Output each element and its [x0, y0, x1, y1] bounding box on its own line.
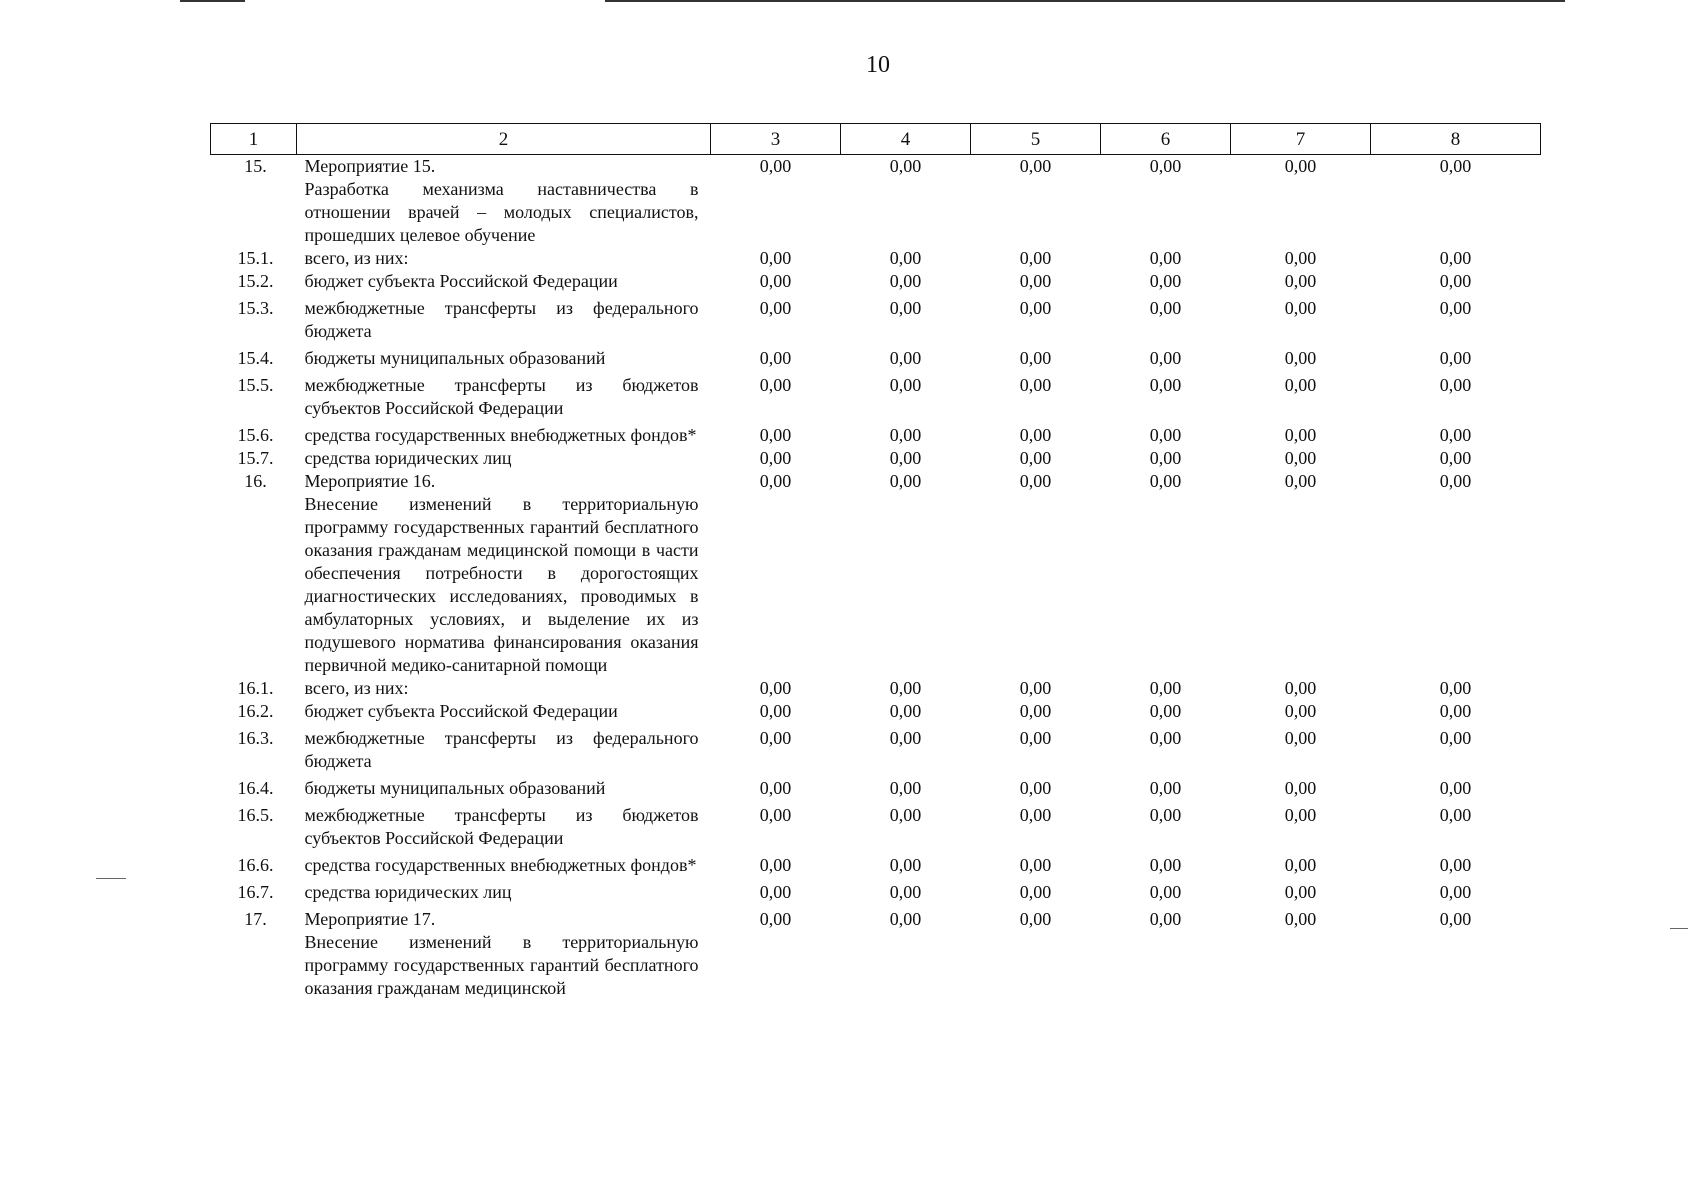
row-value-col-6: 0,00 — [1149, 728, 1182, 748]
table-row — [211, 700, 1541, 723]
row-description: средства государственных внебюджетных фондов* — [304, 855, 697, 875]
row-value-col-7: 0,00 — [1284, 298, 1317, 318]
row-value-col-3: 0,00 — [759, 778, 792, 798]
row-value-col-3: 0,00 — [759, 248, 792, 268]
row-number: 16.6. — [237, 855, 274, 875]
row-value-col-8: 0,00 — [1439, 855, 1472, 875]
scan-artifact — [180, 0, 245, 2]
row-value-col-5: 0,00 — [1019, 678, 1052, 698]
row-value-col-8: 0,00 — [1439, 375, 1472, 395]
row-value-col-5: 0,00 — [1019, 298, 1052, 318]
row-number: 15.7. — [237, 448, 274, 468]
row-value-col-3: 0,00 — [759, 909, 792, 929]
column-header: 4 — [841, 124, 971, 155]
row-value-col-6: 0,00 — [1149, 701, 1182, 721]
row-description: бюджеты муниципальных образований — [304, 778, 606, 798]
row-value-col-7: 0,00 — [1284, 701, 1317, 721]
row-value-col-4: 0,00 — [889, 375, 922, 395]
row-number: 15.5. — [237, 375, 274, 395]
row-number: 16.4. — [237, 778, 274, 798]
column-header: 8 — [1371, 124, 1541, 155]
row-value-col-7: 0,00 — [1284, 156, 1317, 176]
row-value-col-6: 0,00 — [1149, 678, 1182, 698]
row-value-col-6: 0,00 — [1149, 471, 1182, 491]
row-value-col-8: 0,00 — [1439, 298, 1472, 318]
row-value-col-5: 0,00 — [1019, 805, 1052, 825]
table-row — [211, 773, 1541, 800]
row-value-col-4: 0,00 — [889, 471, 922, 491]
row-value-col-7: 0,00 — [1284, 805, 1317, 825]
table-row — [211, 343, 1541, 370]
table-row — [211, 270, 1541, 293]
row-value-col-6: 0,00 — [1149, 298, 1182, 318]
row-description: межбюджетные трансферты из бюджетов субъектов Российской Федерации — [304, 805, 699, 848]
row-number: 17. — [244, 909, 267, 929]
row-value-col-3: 0,00 — [759, 728, 792, 748]
row-description: межбюджетные трансферты из федерального бюджета — [304, 298, 699, 341]
row-value-col-6: 0,00 — [1149, 855, 1182, 875]
row-value-col-5: 0,00 — [1019, 855, 1052, 875]
row-value-col-6: 0,00 — [1149, 156, 1182, 176]
row-number: 15.3. — [237, 298, 274, 318]
row-value-col-5: 0,00 — [1019, 471, 1052, 491]
row-value-col-6: 0,00 — [1149, 248, 1182, 268]
row-value-col-5: 0,00 — [1019, 348, 1052, 368]
table-row — [211, 904, 1541, 1000]
page-number: 10 — [866, 52, 890, 78]
row-value-col-5: 0,00 — [1019, 248, 1052, 268]
row-value-col-8: 0,00 — [1439, 271, 1472, 291]
row-value-col-4: 0,00 — [889, 348, 922, 368]
row-value-col-4: 0,00 — [889, 448, 922, 468]
row-number: 15.2. — [237, 271, 274, 291]
row-description: средства государственных внебюджетных фондов* — [304, 425, 697, 445]
row-value-col-4: 0,00 — [889, 855, 922, 875]
row-value-col-4: 0,00 — [889, 678, 922, 698]
row-value-col-3: 0,00 — [759, 701, 792, 721]
row-value-col-5: 0,00 — [1019, 375, 1052, 395]
table-row — [211, 247, 1541, 270]
scan-artifact — [1670, 928, 1688, 929]
row-value-col-6: 0,00 — [1149, 909, 1182, 929]
row-value-col-3: 0,00 — [759, 375, 792, 395]
column-header: 7 — [1231, 124, 1371, 155]
table-row — [211, 850, 1541, 877]
row-description: средства юридических лиц — [304, 448, 512, 468]
row-value-col-7: 0,00 — [1284, 425, 1317, 445]
row-description: бюджет субъекта Российской Федерации — [304, 271, 618, 291]
row-value-col-7: 0,00 — [1284, 248, 1317, 268]
row-value-col-6: 0,00 — [1149, 778, 1182, 798]
row-value-col-4: 0,00 — [889, 298, 922, 318]
row-value-col-4: 0,00 — [889, 156, 922, 176]
row-number: 16.3. — [237, 728, 274, 748]
table-body — [211, 155, 1541, 1001]
row-value-col-6: 0,00 — [1149, 375, 1182, 395]
table-header — [211, 124, 1541, 155]
column-header: 6 — [1101, 124, 1231, 155]
row-value-col-7: 0,00 — [1284, 678, 1317, 698]
row-value-col-7: 0,00 — [1284, 271, 1317, 291]
row-value-col-3: 0,00 — [759, 882, 792, 902]
row-value-col-5: 0,00 — [1019, 728, 1052, 748]
row-number: 16.5. — [237, 805, 274, 825]
row-value-col-8: 0,00 — [1439, 909, 1472, 929]
row-value-col-6: 0,00 — [1149, 348, 1182, 368]
row-value-col-8: 0,00 — [1439, 882, 1472, 902]
row-value-col-8: 0,00 — [1439, 348, 1472, 368]
budget-table — [210, 123, 1541, 1000]
row-value-col-7: 0,00 — [1284, 728, 1317, 748]
row-value-col-8: 0,00 — [1439, 471, 1472, 491]
row-value-col-8: 0,00 — [1439, 728, 1472, 748]
table-row — [211, 677, 1541, 700]
row-value-col-3: 0,00 — [759, 156, 792, 176]
row-value-col-7: 0,00 — [1284, 909, 1317, 929]
column-header: 3 — [711, 124, 841, 155]
row-value-col-6: 0,00 — [1149, 448, 1182, 468]
row-value-col-8: 0,00 — [1439, 156, 1472, 176]
row-value-col-8: 0,00 — [1439, 248, 1472, 268]
row-number: 15.1. — [237, 248, 274, 268]
row-value-col-4: 0,00 — [889, 271, 922, 291]
row-value-col-5: 0,00 — [1019, 701, 1052, 721]
table-row — [211, 155, 1541, 248]
row-description: средства юридических лиц — [304, 882, 512, 902]
row-value-col-6: 0,00 — [1149, 271, 1182, 291]
row-value-col-8: 0,00 — [1439, 678, 1472, 698]
row-description: Мероприятие 15. Разработка механизма наставничества в отношении врачей – молодых специалистов, прошедших целевое обучение — [304, 156, 699, 245]
row-value-col-5: 0,00 — [1019, 271, 1052, 291]
row-value-col-4: 0,00 — [889, 805, 922, 825]
row-value-col-8: 0,00 — [1439, 805, 1472, 825]
row-value-col-4: 0,00 — [889, 909, 922, 929]
row-value-col-6: 0,00 — [1149, 805, 1182, 825]
table-row — [211, 420, 1541, 447]
row-value-col-5: 0,00 — [1019, 778, 1052, 798]
table-row — [211, 800, 1541, 850]
row-value-col-3: 0,00 — [759, 448, 792, 468]
row-value-col-3: 0,00 — [759, 471, 792, 491]
row-value-col-7: 0,00 — [1284, 855, 1317, 875]
row-value-col-7: 0,00 — [1284, 882, 1317, 902]
table-row — [211, 447, 1541, 470]
row-value-col-7: 0,00 — [1284, 778, 1317, 798]
row-number: 16. — [244, 471, 267, 491]
table-row — [211, 877, 1541, 904]
row-value-col-4: 0,00 — [889, 701, 922, 721]
table-row — [211, 723, 1541, 773]
row-value-col-3: 0,00 — [759, 855, 792, 875]
row-description: межбюджетные трансферты из федерального бюджета — [304, 728, 699, 771]
row-number: 15.6. — [237, 425, 274, 445]
row-description: всего, из них: — [304, 248, 409, 268]
row-value-col-5: 0,00 — [1019, 909, 1052, 929]
row-value-col-4: 0,00 — [889, 248, 922, 268]
row-value-col-4: 0,00 — [889, 778, 922, 798]
row-value-col-3: 0,00 — [759, 678, 792, 698]
row-value-col-5: 0,00 — [1019, 448, 1052, 468]
row-value-col-5: 0,00 — [1019, 425, 1052, 445]
row-number: 16.1. — [237, 678, 274, 698]
column-header: 2 — [297, 124, 711, 155]
row-value-col-8: 0,00 — [1439, 778, 1472, 798]
row-description: бюджет субъекта Российской Федерации — [304, 701, 618, 721]
row-value-col-7: 0,00 — [1284, 471, 1317, 491]
row-value-col-7: 0,00 — [1284, 375, 1317, 395]
row-description: всего, из них: — [304, 678, 409, 698]
column-header: 5 — [971, 124, 1101, 155]
row-value-col-6: 0,00 — [1149, 882, 1182, 902]
row-value-col-3: 0,00 — [759, 298, 792, 318]
row-value-col-7: 0,00 — [1284, 448, 1317, 468]
row-value-col-3: 0,00 — [759, 425, 792, 445]
row-value-col-4: 0,00 — [889, 728, 922, 748]
row-number: 16.2. — [237, 701, 274, 721]
row-value-col-6: 0,00 — [1149, 425, 1182, 445]
scan-artifact — [605, 0, 1565, 2]
row-description: бюджеты муниципальных образований — [304, 348, 606, 368]
row-value-col-5: 0,00 — [1019, 156, 1052, 176]
row-value-col-3: 0,00 — [759, 348, 792, 368]
row-number: 15.4. — [237, 348, 274, 368]
table-row — [211, 470, 1541, 677]
row-value-col-5: 0,00 — [1019, 882, 1052, 902]
row-description: Мероприятие 17. Внесение изменений в территориальную программу государственных гарантий бесплатного оказания гражданам медицинской — [304, 909, 699, 998]
row-value-col-8: 0,00 — [1439, 425, 1472, 445]
row-value-col-4: 0,00 — [889, 882, 922, 902]
row-number: 15. — [244, 156, 267, 176]
row-number: 16.7. — [237, 882, 274, 902]
column-header: 1 — [211, 124, 297, 155]
row-description: Мероприятие 16. Внесение изменений в территориальную программу государственных гарантий бесплатного оказания гражданам медицинской помощи в части обеспечения потребности в дорогостоящих диагностических исследованиях, проводимых в амбулаторных условиях, и выделение их из подушевого норматива финансирования оказания первичной медико-санитарной помощи — [304, 471, 699, 675]
budget-table-wrapper — [210, 123, 1540, 1000]
row-value-col-3: 0,00 — [759, 271, 792, 291]
scan-artifact — [96, 878, 126, 879]
row-value-col-4: 0,00 — [889, 425, 922, 445]
table-row — [211, 293, 1541, 343]
row-description: межбюджетные трансферты из бюджетов субъектов Российской Федерации — [304, 375, 699, 418]
row-value-col-3: 0,00 — [759, 805, 792, 825]
row-value-col-8: 0,00 — [1439, 448, 1472, 468]
table-row — [211, 370, 1541, 420]
row-value-col-8: 0,00 — [1439, 701, 1472, 721]
row-value-col-7: 0,00 — [1284, 348, 1317, 368]
header-row — [211, 124, 1541, 155]
